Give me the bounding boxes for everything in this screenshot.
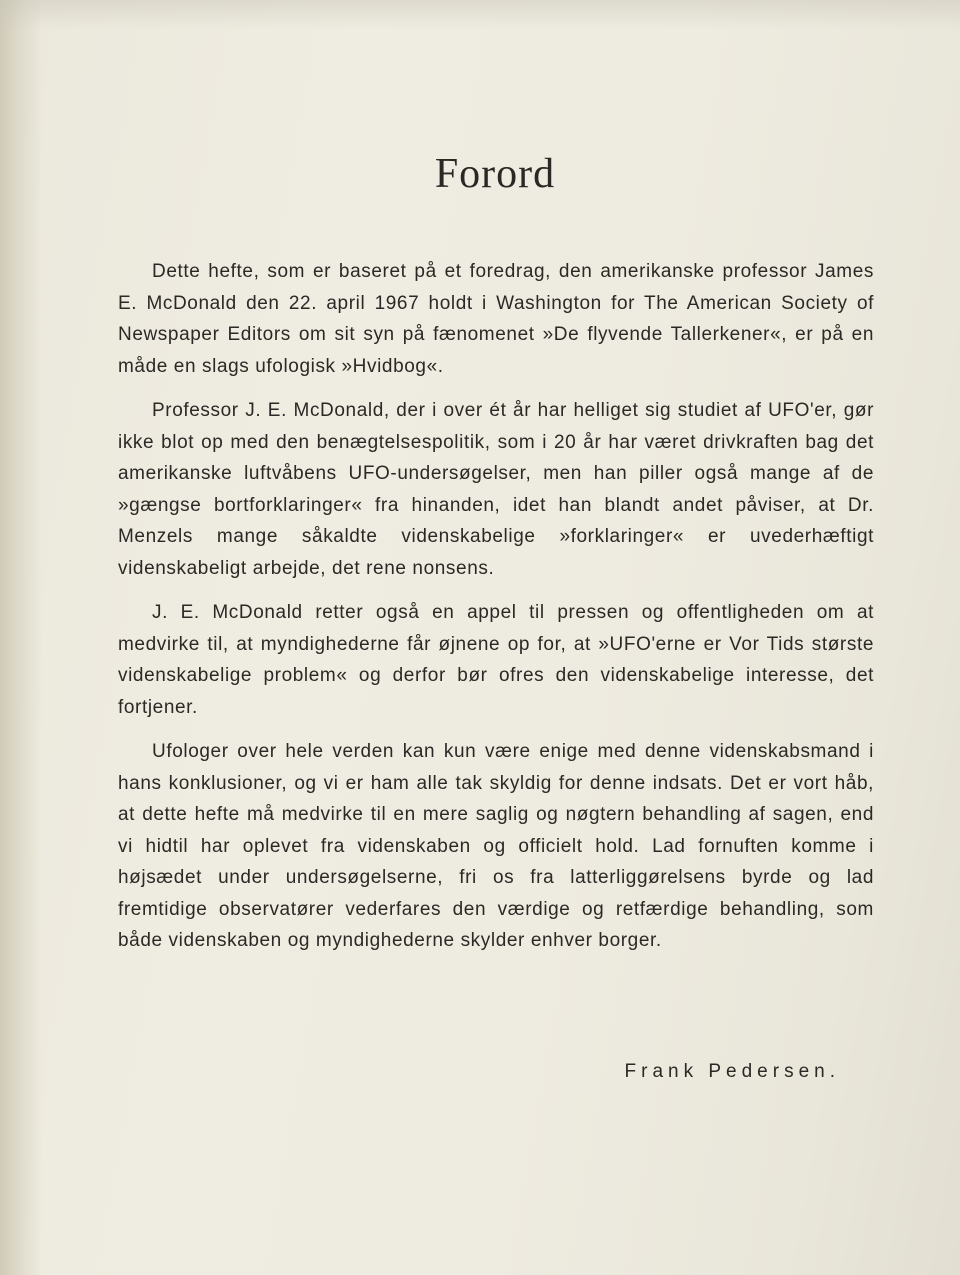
paragraph-1: Dette hefte, som er baseret på et foredrag, den amerikanske professor James E. McDonald den 22. april 1967 holdt i Washington for The American Society of Newspaper Editors om sit syn på fænomenet »De flyvende Tallerkener«, er på en måde en slags ufologisk »Hvidbog«.: [118, 261, 874, 377]
foreword-body: [118, 256, 874, 970]
page-title: Forord: [434, 151, 556, 197]
paragraph-2: Professor J. E. McDonald, der i over ét år har helliget sig studiet af UFO'er, gør ikke blot op med den benægtelsespolitik, som i 20 år har været drivkraften bag det amerikanske luftvåbens UFO-undersøgelser, men han piller også mange af de »gængse bortforklaringer« fra hinanden, idet han blandt andet påviser, at Dr. Menzels mange såkaldte videnskabelige »forklaringer« er uvederhæftigt videnskabeligt arbejde, det rene nonsens.: [118, 400, 874, 579]
page-top-shadow: [0, 0, 960, 30]
author-signature: Frank Pedersen.: [624, 1061, 840, 1082]
paragraph-4: Ufologer over hele verden kan kun være enige med denne videnskabsmand i hans konklusioner, og vi er ham alle tak skyldig for denne indsats. Det er vort håb, at dette hefte må medvirke til en mere saglig og nøgtern behandling af sagen, end vi hidtil har oplevet fra videnskaben og officielt hold. Lad fornuften komme i højsædet under undersøgelserne, fri os fra latterliggørelsens byrde og lad fremtidige observatører vederfares den værdige og retfærdige behandling, som både videnskaben og myndighederne skylder enhver borger.: [118, 741, 874, 951]
paragraph-3: J. E. McDonald retter også en appel til pressen og offentligheden om at medvirke til, at myndighederne får øjnene op for, at »UFO'erne er Vor Tids største videnskabelige problem« og derfor bør ofres den videnskabelige interesse, det fortjener.: [118, 602, 874, 718]
